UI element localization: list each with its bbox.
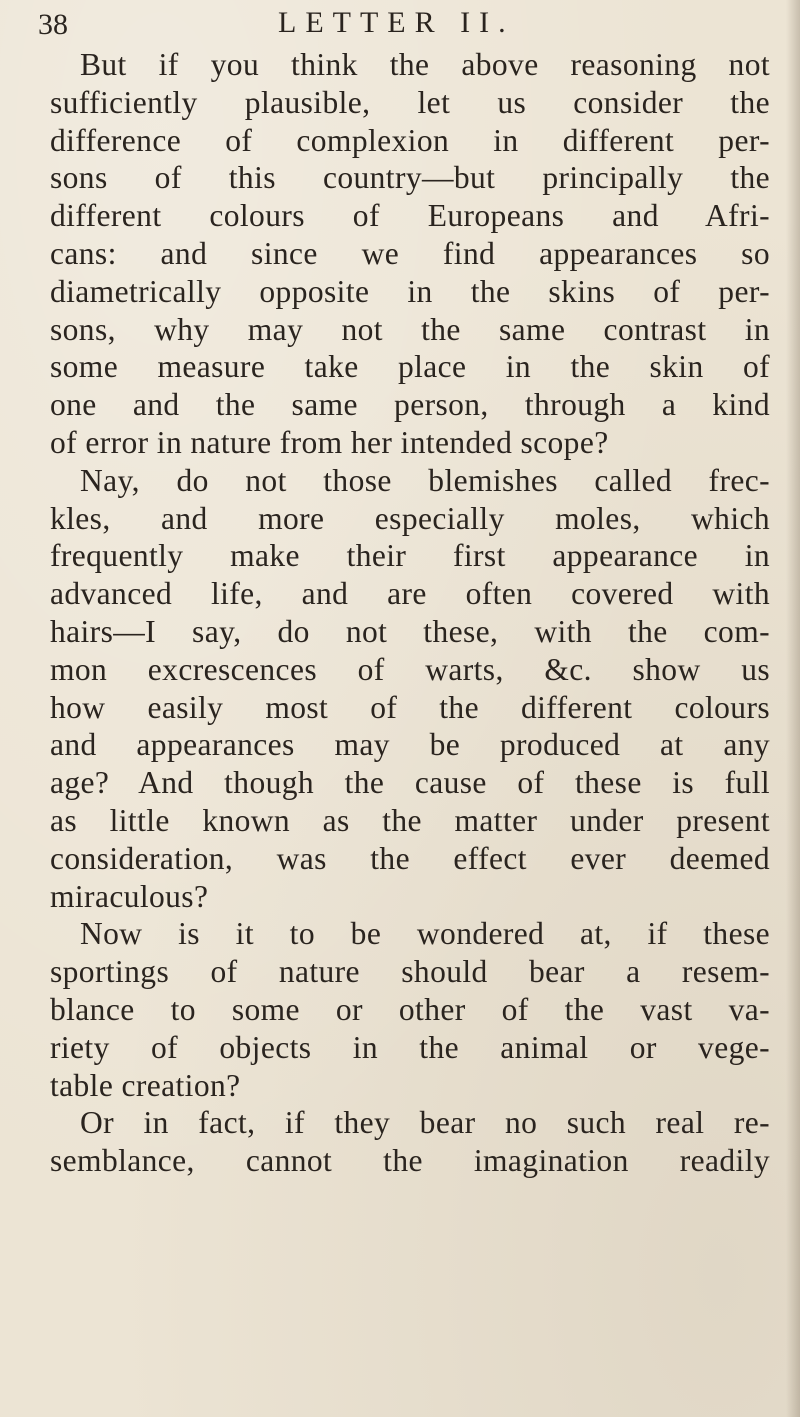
text-line: semblance, cannot the imagination readily [50, 1143, 770, 1179]
text-line: blance to some or other of the vast va- [50, 991, 770, 1027]
text-line: consideration, was the effect ever deemed [50, 840, 770, 876]
text-line: Or in fact, if they bear no such real re- [80, 1105, 770, 1141]
body-text [50, 46, 770, 1180]
text-line: age? And though the cause of these is full [50, 765, 770, 801]
text-line: frequently make their first appearance in [50, 538, 770, 574]
text-line: sufficiently plausible, let us consider the [50, 84, 770, 120]
text-line: Now is it to be wondered at, if these [80, 916, 770, 952]
text-line: of error in nature from her intended scope? [50, 424, 609, 460]
text-line: sons of this country—but principally the [50, 160, 770, 196]
text-line: mon excrescences of warts, &c. show us [50, 651, 770, 687]
text-line: how easily most of the different colours [50, 689, 770, 725]
text-line: cans: and since we find appearances so [50, 235, 770, 271]
text-line: as little known as the matter under present [50, 802, 770, 838]
text-line: riety of objects in the animal or vege- [50, 1029, 770, 1065]
text-line: table creation? [50, 1067, 241, 1103]
running-head: LETTER II. [278, 6, 515, 39]
text-line: hairs—I say, do not these, with the com- [50, 613, 770, 649]
text-line: Nay, do not those blemishes called frec- [80, 462, 770, 498]
text-line: advanced life, and are often covered with [50, 576, 770, 612]
text-line: different colours of Europeans and Afri- [50, 198, 770, 234]
text-line: and appearances may be produced at any [50, 727, 770, 763]
page-edge-shadow [786, 0, 800, 1417]
page-header [38, 6, 778, 42]
text-line: miraculous? [50, 878, 209, 914]
text-line: sons, why may not the same contrast in [50, 311, 770, 347]
text-line: difference of complexion in different per- [50, 122, 770, 158]
text-line: diametrically opposite in the skins of per- [50, 273, 770, 309]
text-line: some measure take place in the skin of [50, 349, 770, 385]
text-line: kles, and more especially moles, which [50, 500, 770, 536]
text-line: sportings of nature should bear a resem- [50, 954, 770, 990]
page-number: 38 [38, 8, 68, 41]
text-line: But if you think the above reasoning not [80, 47, 770, 82]
text-line: one and the same person, through a kind [50, 387, 770, 423]
